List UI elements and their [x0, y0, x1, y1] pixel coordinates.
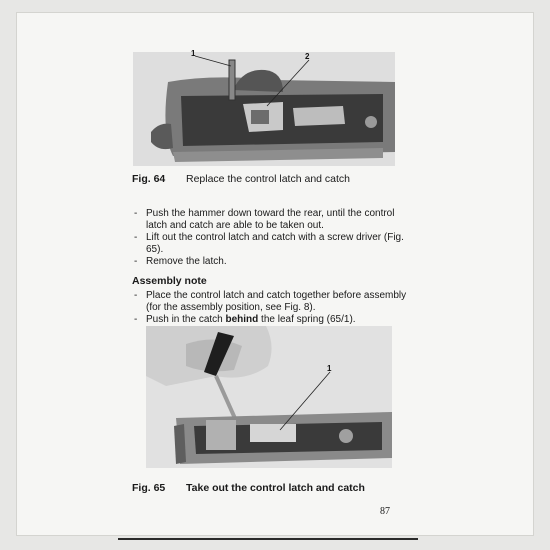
- assembly-item-text: Push in the catch: [146, 314, 226, 325]
- disassembly-steps: [132, 208, 407, 268]
- page-number: 87: [380, 506, 390, 517]
- figure-65-photo: [146, 326, 392, 468]
- figure-65-callout-1: 1: [327, 364, 332, 373]
- step-item: - Remove the latch.: [132, 256, 407, 268]
- page-bottom-rule: [118, 538, 418, 540]
- figure-65-title: Take out the control latch and catch: [186, 482, 365, 494]
- screwdriver-latch-illustration: [146, 326, 392, 468]
- figure-64-callout-1: 1: [191, 49, 196, 58]
- assembly-note-list: [132, 290, 407, 326]
- figure-64-callout-2: 2: [305, 52, 310, 61]
- figure-64-photo: [133, 52, 395, 166]
- figure-65-number: Fig. 65: [132, 482, 166, 494]
- assembly-note-heading: Assembly note: [132, 275, 207, 287]
- pistol-slide-illustration: [133, 52, 395, 166]
- step-item: - Lift out the control latch and catch with a screw driver (Fig. 65).: [132, 232, 407, 256]
- assembly-item: [132, 314, 407, 326]
- assembly-item-text: the leaf spring (65/1).: [258, 314, 356, 325]
- assembly-item: - Place the control latch and catch together before assembly (for the assembly position, see Fig. 8).: [132, 290, 407, 314]
- figure-64-caption: [132, 173, 350, 185]
- step-item: - Push the hammer down toward the rear, until the control latch and catch are able to be taken out.: [132, 208, 407, 232]
- figure-64-number: Fig. 64: [132, 173, 166, 185]
- figure-64-title: Replace the control latch and catch: [186, 173, 351, 185]
- figure-65-caption: [132, 482, 365, 494]
- assembly-item-emphasis: behind: [225, 314, 259, 325]
